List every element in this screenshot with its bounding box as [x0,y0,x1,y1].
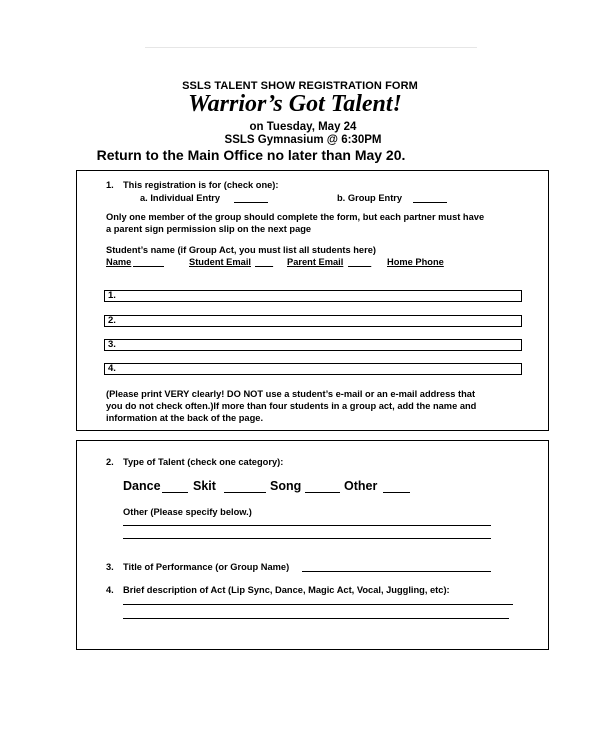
section3-number: 3. [106,562,114,572]
column-gap-3 [348,257,371,267]
form-title: SSLS TALENT SHOW REGISTRATION FORM [182,80,418,92]
section1-question: This registration is for (check one): [123,180,279,190]
other-specify-line-1[interactable] [123,525,491,526]
individual-entry-blank[interactable] [234,202,268,203]
individual-entry-label: a. Individual Entry [140,193,221,203]
group-entry-blank[interactable] [413,202,447,203]
section2-question: Type of Talent (check one category): [123,457,284,467]
column-name: Name [106,257,132,267]
dance-blank[interactable] [162,492,188,493]
category-dance: Dance [123,479,161,493]
column-gap-2 [255,257,273,267]
category-other: Other [344,479,378,493]
description-label: Brief description of Act (Lip Sync, Dance, Magic Act, Vocal, Juggling, etc): [123,585,450,595]
column-name-gap [133,257,164,267]
student-row-2[interactable]: 2. [104,315,522,327]
song-blank[interactable] [305,492,340,493]
student-row-3[interactable]: 3. [104,339,522,351]
instructions-line2: you do not check often.)If more than four students in a group act, add the name and [106,401,477,411]
section4-number: 4. [106,585,114,595]
group-note-line2: a parent sign permission slip on the next page [106,224,312,234]
top-divider [145,47,477,48]
section2-number: 2. [106,457,114,467]
category-skit: Skit [193,479,216,493]
student-row-4[interactable]: 4. [104,363,522,375]
title-of-performance-label: Title of Performance (or Group Name) [123,562,290,572]
description-line-2[interactable] [123,618,509,619]
other-blank[interactable] [383,492,410,493]
skit-blank[interactable] [224,492,266,493]
return-notice: Return to the Main Office no later than May 20. [96,147,406,163]
event-venue: SSLS Gymnasium @ 6:30PM [224,134,382,146]
group-note-line1: Only one member of the group should complete the form, but each partner must have [106,212,485,222]
other-specify-label: Other (Please specify below.) [123,507,252,517]
student-row-1[interactable]: 1. [104,290,522,302]
section1-number: 1. [106,180,114,190]
category-song: Song [270,479,302,493]
column-home-phone: Home Phone [387,257,444,267]
instructions-line3: information at the back of the page. [106,413,264,423]
instructions-line1: (Please print VERY clearly! DO NOT use a student’s e-mail or an e-mail address that [106,389,476,399]
column-parent-email: Parent Email [287,257,344,267]
event-date: on Tuesday, May 24 [249,121,357,133]
column-student-email: Student Email [189,257,251,267]
event-name: Warrior’s Got Talent! [188,91,402,117]
students-label: Student’s name (if Group Act, you must list all students here) [106,245,376,255]
group-entry-label: b. Group Entry [337,193,403,203]
description-line-1[interactable] [123,604,513,605]
title-of-performance-line[interactable] [302,571,491,572]
other-specify-line-2[interactable] [123,538,491,539]
